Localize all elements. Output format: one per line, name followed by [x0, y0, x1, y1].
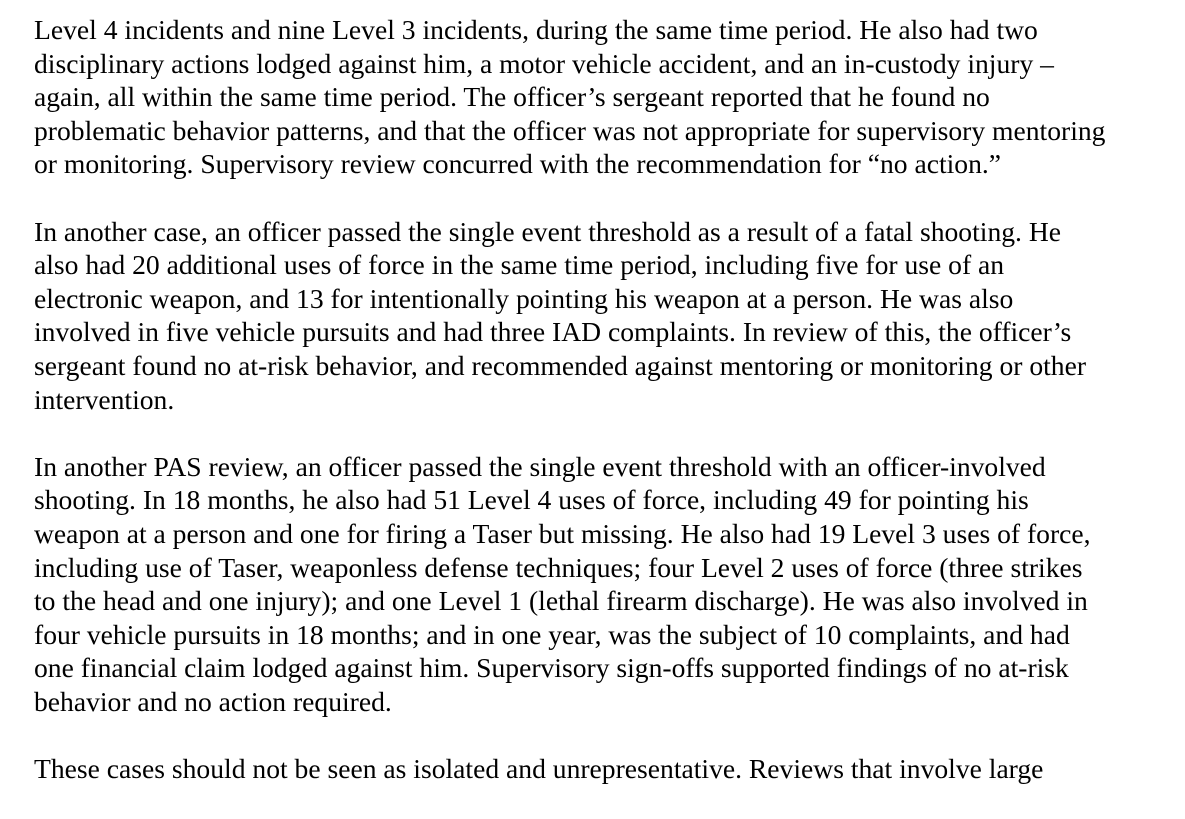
text-line: problematic behavior patterns, and that the officer was not appropriate for supervisory mentoring — [34, 114, 1106, 146]
text-line: In another case, an officer passed the single event threshold as a result of a fatal shooting. He — [34, 215, 1062, 247]
text-line: one financial claim lodged against him. Supervisory sign-offs supported findings of no at-risk — [34, 652, 1069, 684]
text-line: again, all within the same time period. The officer’s sergeant reported that he found no — [34, 81, 990, 113]
paragraph-1 — [34, 13, 1174, 181]
paragraph-3 — [34, 450, 1174, 719]
text-line: intervention. — [34, 383, 175, 415]
text-line: electronic weapon, and 13 for intentionally pointing his weapon at a person. He was also — [34, 282, 1014, 314]
paragraph-4 — [34, 752, 1174, 786]
text-line: four vehicle pursuits in 18 months; and in one year, was the subject of 10 complaints, and had — [34, 618, 1070, 650]
text-line: In another PAS review, an officer passed the single event threshold with an officer-involved — [34, 450, 1046, 482]
text-line: behavior and no action required. — [34, 685, 392, 717]
text-line: sergeant found no at-risk behavior, and recommended against mentoring or monitoring or other — [34, 349, 1087, 381]
text-line: These cases should not be seen as isolated and unrepresentative. Reviews that involve large — [34, 753, 1044, 785]
text-line: shooting. In 18 months, he also had 51 Level 4 uses of force, including 49 for pointing his — [34, 484, 1029, 516]
text-line: Level 4 incidents and nine Level 3 incidents, during the same time period. He also had two — [34, 14, 1038, 45]
text-line: including use of Taser, weaponless defense techniques; four Level 2 uses of force (three strikes — [34, 551, 1083, 583]
text-line: involved in five vehicle pursuits and had three IAD complaints. In review of this, the officer’s — [34, 316, 1072, 348]
text-line: to the head and one injury); and one Level 1 (lethal firearm discharge). He was also involved in — [34, 585, 1088, 617]
text-line: weapon at a person and one for firing a Taser but missing. He also had 19 Level 3 uses of force, — [34, 517, 1091, 549]
text-line: disciplinary actions lodged against him, a motor vehicle accident, and an in-custody injury – — [34, 47, 1054, 79]
text-line: also had 20 additional uses of force in the same time period, including five for use of an — [34, 249, 1005, 281]
text-line: or monitoring. Supervisory review concurred with the recommendation for “no action.” — [34, 148, 1002, 180]
paragraph-2 — [34, 215, 1174, 417]
document-page — [34, 13, 1174, 819]
